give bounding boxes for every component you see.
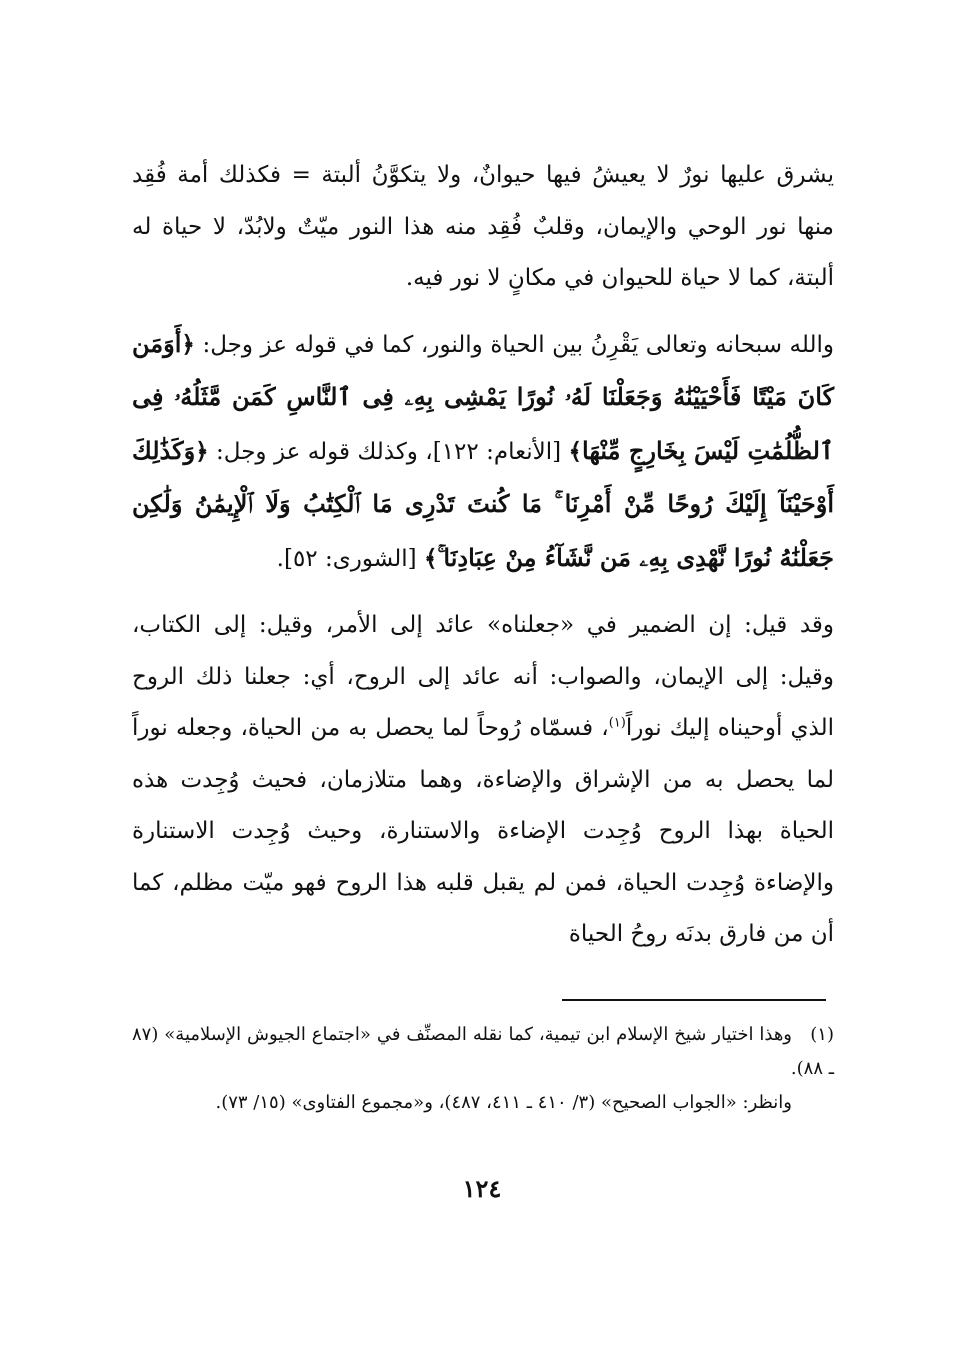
page-body: [132, 150, 834, 961]
footnotes: [132, 1018, 834, 1120]
quran-verse-anam: أَوَمَن كَانَ مَيْتًا فَأَحْيَيْنَٰهُ وَجَعَلْنَا لَهُۥ نُورًا يَمْشِى بِهِۦ فِى ٱلنَّاسِ كَمَن مَّثَلُهُۥ فِى ٱلظُّلُمَٰتِ لَيْسَ بِخَارِجٍ مِّنْهَا: [132, 328, 834, 465]
verse-open-bracket: ﴿: [181, 330, 195, 358]
paragraph-1: يشرق عليها نورٌ لا يعيشُ فيها حيوانٌ، ولا يتكوَّنُ ألبتة = فكذلك أمة فُقِد منها نور الوحي والإيمان، وقلبٌ فُقِد منه هذا النور ميّتٌ ولابُدّ، لا حياة له ألبتة، كما لا حياة للحيوان في مكانٍ لا نور فيه.: [132, 162, 834, 291]
paragraph-3-after-footnote: ، فسمّاه رُوحاً لما يحصل به من الحياة، وجعله نوراً لما يحصل به من الإشراق والإضاءة، وهما متلازمان، فحيث وُجِدت هذه الحياة بهذا الروح وُجِدت الإضاءة والاستنارة، وحيث وُجِدت الاستنارة والإضاءة وُجِدت الحياة، فمن لم يقبل قلبه هذا الروح فهو ميّت مظلم، كما أن من فارق بدنَه روحُ الحياة: [132, 715, 834, 947]
verse-close-bracket-2: ﴾: [423, 544, 438, 572]
footnote-number: (١): [810, 1024, 834, 1045]
footnote-1: [132, 1018, 834, 1086]
footnote-reference[interactable]: (١): [608, 715, 626, 731]
footnote-1-text: وهذا اختيار شيخ الإسلام ابن تيمية، كما نقله المصنِّف في «اجتماع الجيوش الإسلامية» (٨٧ ـ ٨٨).: [132, 1024, 834, 1079]
page-number: ١٢٤: [462, 1174, 502, 1203]
paragraph-2: [132, 318, 834, 586]
quran-verse-shura: وَكَذَٰلِكَ أَوْحَيْنَآ إِلَيْكَ رُوحًا مِّنْ أَمْرِنَا ۚ مَا كُنتَ تَدْرِى مَا ٱلْكِتَٰبُ وَلَا ٱلْإِيمَٰنُ وَلَٰكِن جَعَلْنَٰهُ نُورًا نَّهْدِى بِهِۦ مَن نَّشَآءُ مِنْ عِبَادِنَا ۚ: [132, 435, 834, 572]
paragraph-3: [132, 600, 834, 961]
verse-reference-anam: [الأنعام: ١٢٢]، وكذلك قوله عز وجل:: [216, 438, 562, 465]
verse-open-bracket-2: ﴿: [195, 437, 209, 465]
footnote-divider: [562, 999, 826, 1001]
footnote-1-continued: وانظر: «الجواب الصحيح» (٣/ ٤١٠ ـ ٤١١، ٤٨٧)، و«مجموع الفتاوى» (١٥/ ٧٣).: [215, 1092, 792, 1113]
verse-reference-shura: [الشورى: ٥٢].: [276, 545, 417, 572]
verse-close-bracket: ﴾: [568, 437, 583, 465]
paragraph-2-intro: والله سبحانه وتعالى يَقْرِنُ بين الحياة والنور، كما في قوله عز وجل:: [202, 331, 835, 358]
paragraph-3-before-footnote: وقد قيل: إن الضمير في «جعلناه» عائد إلى الأمر، وقيل: إلى الكتاب، وقيل: إلى الإيمان، والصواب: أنه عائد إلى الروح، أي: جعلنا ذلك الروح الذي أوحيناه إليك نوراً: [132, 612, 835, 741]
